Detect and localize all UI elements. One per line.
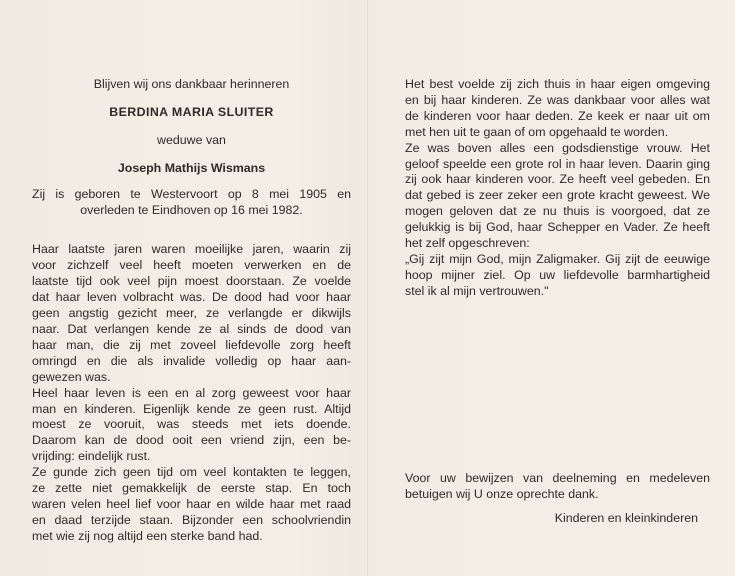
text-line: moest ze vooruit, was steeds met iets doende. bbox=[32, 417, 351, 432]
text-line: haar man, die zij met zoveel liefdevolle zorg heeft bbox=[32, 337, 351, 352]
text-line: gelukkig is bij God, haar Schepper en Vader. Ze heeft bbox=[405, 220, 710, 235]
text-line: omringd en die als invalide volledig op haar aan- bbox=[32, 353, 351, 368]
text-line: dat gebed is zeer zeker een grote kracht geweest. We bbox=[405, 188, 710, 203]
thanks-text bbox=[405, 471, 710, 503]
text-line: stel ik al mijn vertrouwen." bbox=[405, 283, 549, 298]
text-line: Zij is geboren te Westervoort op 8 mei 1905 en bbox=[32, 186, 351, 201]
text-line: vrijding: eindelijk rust. bbox=[32, 449, 151, 464]
text-line: betuigen wij U onze oprechte dank. bbox=[405, 486, 599, 501]
birth-death-text bbox=[32, 187, 351, 219]
text-line: Heel haar leven is een en al zorg geweest voor haar bbox=[32, 385, 351, 400]
text-line: Voor uw bewijzen van deelneming en medeleven bbox=[405, 471, 710, 485]
text-line: mogen geloven dat ze nu thuis is voorgoed, dat ze bbox=[405, 204, 710, 219]
paragraph-care bbox=[32, 386, 351, 466]
text-line: laatste tijd ook veel pijn moest doorstaan. Ze voelde bbox=[32, 274, 351, 289]
intro-line: Blijven wij ons dankbaar herinneren bbox=[93, 77, 290, 91]
card-fold-line bbox=[367, 0, 368, 576]
text-line: de kinderen voor haar deden. Ze keek er naar uit om bbox=[405, 108, 710, 123]
text-line: man en kinderen. Eigenlijk kende ze geen rust. Altijd bbox=[32, 401, 351, 416]
text-line: dat haar leven volbracht was. De dood had voor haar bbox=[32, 290, 351, 305]
deceased-name: BERDINA MARIA SLUITER bbox=[109, 104, 274, 119]
text-line: overleden te Eindhoven op 16 mei 1982. bbox=[80, 202, 303, 217]
text-line: naar. Dat verlangen kende ze al sinds de dood van bbox=[32, 321, 351, 336]
text-line: zij ook haar kinderen voor. Ze heeft veel gebeden. En bbox=[405, 172, 710, 187]
text-line: Daarom kan de dood ooit een vriend zijn, een be- bbox=[32, 433, 351, 448]
text-line: Ze was boven alles een godsdienstige vrouw. Het bbox=[405, 140, 710, 155]
text-line: hoop mijner ziel. Op uw liefdevolle barmhartigheid bbox=[405, 267, 710, 282]
paragraph-contacts bbox=[32, 465, 351, 545]
paragraph-last-years bbox=[32, 242, 351, 385]
text-line: Haar laatste jaren waren moeilijke jaren, waarin zij bbox=[32, 242, 351, 257]
spouse-name: Joseph Mathijs Wismans bbox=[117, 160, 266, 175]
text-line: geen angstig gezicht meer, ze verlangde er dikwijls bbox=[32, 306, 351, 321]
text-line: het zelf opgeschreven: bbox=[405, 236, 530, 251]
text-line: en bij haar kinderen. Ze was dankbaar voor alles wat bbox=[405, 92, 710, 107]
text-line: geloof speelde een grote rol in haar leven. Daarin ging bbox=[405, 156, 710, 171]
text-line: Het best voelde zij zich thuis in haar eigen omgeving bbox=[405, 77, 710, 91]
text-line: waren velen heel lief voor haar en wilde haar met raad bbox=[32, 496, 351, 511]
text-line: gewezen was. bbox=[32, 369, 111, 384]
paragraph-home bbox=[405, 77, 710, 141]
paragraph-faith bbox=[405, 141, 710, 252]
right-panel bbox=[405, 77, 710, 300]
signature: Kinderen en kleinkinderen bbox=[554, 511, 698, 525]
widow-of-label: weduwe van bbox=[157, 132, 226, 147]
prayer-quote bbox=[405, 252, 710, 300]
text-line: „Gij zijt mijn God, mijn Zaligmaker. Gij zijt de eeuwige bbox=[405, 251, 710, 266]
text-line: met wie zij nog altijd een sterke band had. bbox=[32, 528, 263, 543]
text-line: met hen uit te gaan of om opgehaald te worden. bbox=[405, 124, 669, 139]
text-line: voor zichzelf veel heeft moeten verwerken en de bbox=[32, 258, 351, 273]
text-line: en daad terzijde staan. Bijzonder een schoolvriendin bbox=[32, 512, 351, 527]
text-line: Ze gunde zich geen tijd om veel kontakten te leggen, bbox=[32, 465, 351, 480]
text-line: ze zette niet gemakkelijk de eerste stap. En toch bbox=[32, 481, 351, 496]
left-panel bbox=[32, 77, 351, 545]
